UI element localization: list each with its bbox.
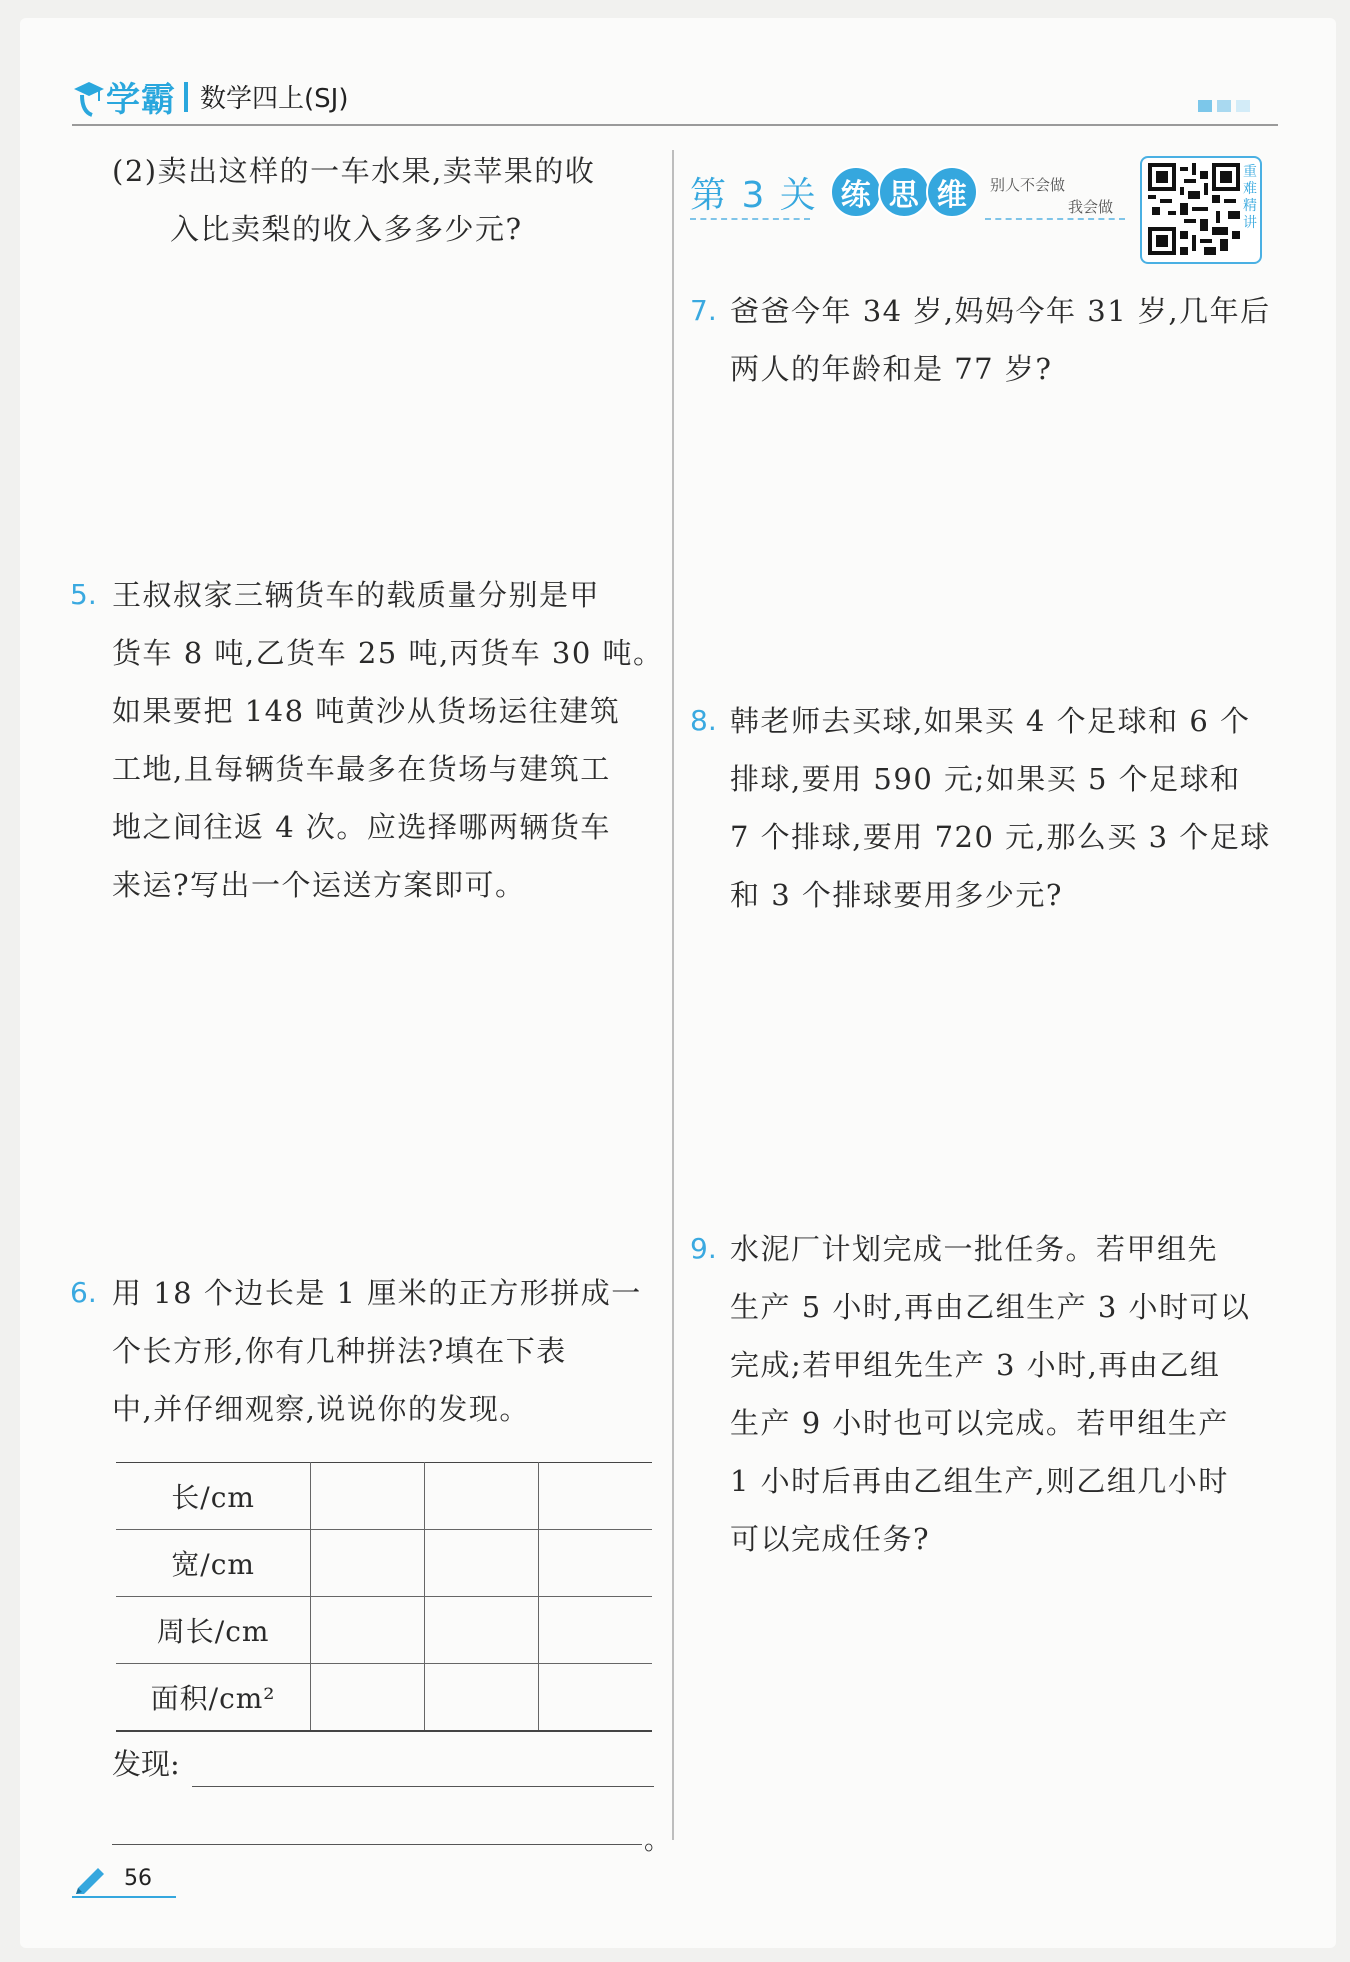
bubble-char: 练: [830, 166, 882, 218]
text-line: 货车 8 吨,乙货车 25 吨,丙货车 30 吨。: [112, 636, 664, 670]
row-header: 长/cm: [116, 1463, 311, 1530]
answer-cell[interactable]: [311, 1463, 425, 1530]
text-line: 韩老师去买球,如果买 4 个足球和 6 个: [730, 704, 1251, 738]
answer-cell[interactable]: [425, 1463, 539, 1530]
text-line: 可以完成任务?: [730, 1522, 931, 1556]
brand-logo: [72, 72, 348, 121]
page-number-underline: [72, 1896, 176, 1898]
text-line: 用 18 个边长是 1 厘米的正方形拼成一: [112, 1276, 642, 1310]
answer-cell[interactable]: [311, 1597, 425, 1664]
question-number: 5.: [70, 578, 97, 611]
end-mark: 。: [644, 1826, 671, 1856]
question-8: [730, 692, 1271, 924]
text-line: 入比卖梨的收入多多少元?: [170, 212, 523, 246]
qr-code-box[interactable]: [1140, 156, 1262, 264]
answer-table: [116, 1462, 652, 1732]
question-5: [112, 566, 664, 914]
qr-code-icon: [1148, 163, 1240, 255]
finding-label: 发现:: [112, 1747, 180, 1781]
answer-cell[interactable]: [539, 1463, 652, 1530]
question-4-part-2: [112, 142, 595, 258]
finding-answer-line[interactable]: [192, 1786, 654, 1787]
answer-cell[interactable]: [425, 1664, 539, 1732]
text-line: 生产 5 小时,再由乙组生产 3 小时可以: [730, 1290, 1251, 1324]
answer-cell[interactable]: [539, 1664, 652, 1732]
header-rule: [72, 124, 1278, 126]
text-line: 水泥厂计划完成一批任务。若甲组先: [730, 1232, 1219, 1266]
banner-tag: 别人不会做: [990, 176, 1066, 194]
text-line: 生产 9 小时也可以完成。若甲组生产: [730, 1406, 1229, 1440]
question-number: 8.: [690, 704, 717, 737]
banner-tag: 我会做: [1068, 198, 1114, 216]
logo-text: 学霸: [106, 80, 176, 120]
tag-underline: [985, 218, 1125, 220]
table-row: [116, 1530, 652, 1597]
text-line: 排球,要用 590 元;如果买 5 个足球和: [730, 762, 1241, 796]
answer-cell[interactable]: [425, 1530, 539, 1597]
banner-bubbles: [830, 166, 974, 218]
question-9: [730, 1220, 1251, 1568]
answer-cell[interactable]: [311, 1664, 425, 1732]
finding-answer-line[interactable]: [112, 1844, 642, 1845]
text-line: 王叔叔家三辆货车的载质量分别是甲: [112, 578, 601, 612]
text-line: 工地,且每辆货车最多在货场与建筑工: [112, 752, 611, 786]
bubble-char: 维: [926, 166, 978, 218]
question-6: [112, 1264, 642, 1438]
graduation-cap-icon: [72, 77, 106, 117]
table-row: [116, 1597, 652, 1664]
banner-underline: [690, 218, 810, 220]
text-line: 和 3 个排球要用多少元?: [730, 878, 1063, 912]
header-decoration: [1198, 100, 1250, 112]
text-line: 1 小时后再由乙组生产,则乙组几小时: [730, 1464, 1229, 1498]
question-number: 9.: [690, 1232, 717, 1265]
text-line: 中,并仔细观察,说说你的发现。: [112, 1392, 530, 1426]
answer-cell[interactable]: [311, 1530, 425, 1597]
row-header: 宽/cm: [116, 1530, 311, 1597]
table-row: [116, 1463, 652, 1530]
question-number: 7.: [690, 294, 717, 327]
text-line: 地之间往返 4 次。应选择哪两辆货车: [112, 810, 611, 844]
pencil-icon: [72, 1864, 112, 1898]
section-banner: [690, 166, 974, 218]
answer-cell[interactable]: [425, 1597, 539, 1664]
question-number: 6.: [70, 1276, 97, 1309]
row-header: 面积/cm²: [116, 1664, 311, 1732]
text-line: 两人的年龄和是 77 岁?: [730, 352, 1053, 386]
qr-caption-char: 重: [1243, 164, 1257, 180]
logo-separator: [184, 82, 188, 112]
bubble-char: 思: [878, 166, 930, 218]
page-number: 56: [124, 1866, 152, 1891]
qr-caption-char: 精: [1243, 198, 1257, 214]
answer-cell[interactable]: [539, 1597, 652, 1664]
text-line: (2)卖出这样的一车水果,卖苹果的收: [112, 154, 596, 188]
text-line: 7 个排球,要用 720 元,那么买 3 个足球: [730, 820, 1271, 854]
text-line: 个长方形,你有几种拼法?填在下表: [112, 1334, 567, 1368]
book-title: 数学四上(SJ): [200, 84, 349, 114]
qr-caption: [1243, 164, 1257, 232]
column-divider: [672, 150, 674, 1840]
text-line: 如果要把 148 吨黄沙从货场运往建筑: [112, 694, 621, 728]
answer-cell[interactable]: [539, 1530, 652, 1597]
level-title: 第 3 关: [690, 174, 818, 216]
question-7: [730, 282, 1271, 398]
table-row: [116, 1664, 652, 1732]
qr-caption-char: 讲: [1243, 215, 1257, 231]
qr-caption-char: 难: [1243, 181, 1257, 197]
text-line: 爸爸今年 34 岁,妈妈今年 31 岁,几年后: [730, 294, 1271, 328]
row-header: 周长/cm: [116, 1597, 311, 1664]
text-line: 来运?写出一个运送方案即可。: [112, 868, 526, 902]
text-line: 完成;若甲组先生产 3 小时,再由乙组: [730, 1348, 1221, 1382]
